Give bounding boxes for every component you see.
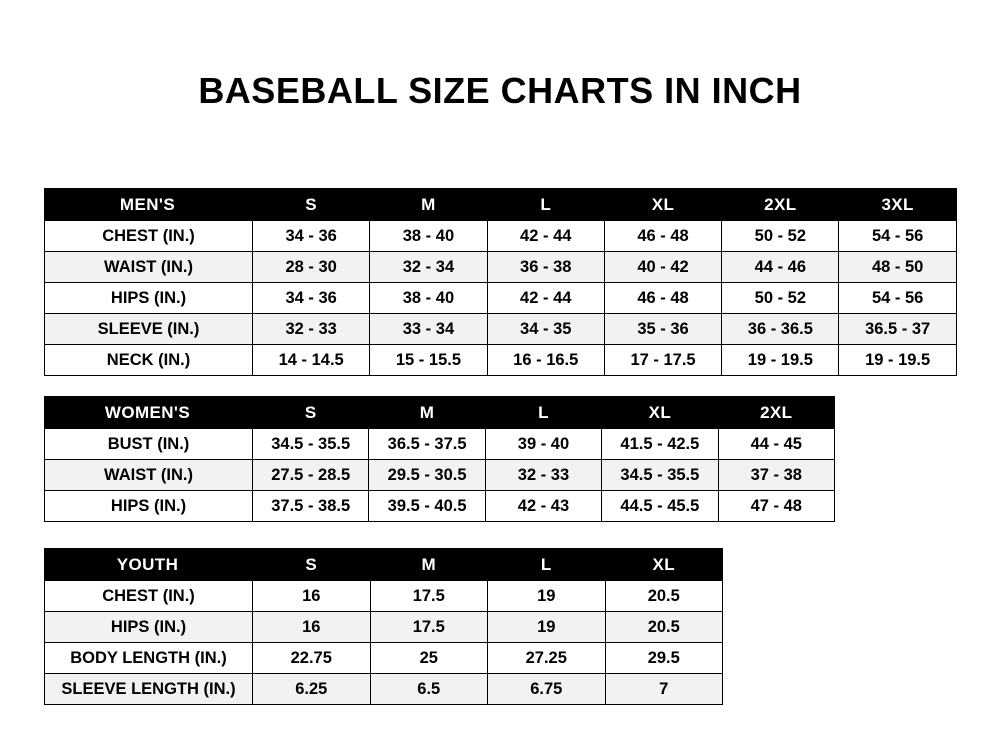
table-cell: 19 [488, 581, 606, 612]
table-row [45, 283, 957, 314]
table-header-cell: L [485, 397, 601, 429]
table-cell: 42 - 43 [485, 491, 601, 522]
table-row [45, 674, 723, 705]
table-header-cell: L [487, 189, 604, 221]
table-header-row [45, 549, 723, 581]
table-cell: 16 [253, 612, 371, 643]
table-cell: 34.5 - 35.5 [253, 429, 369, 460]
row-label: CHEST (IN.) [45, 221, 253, 252]
youth-size-table [44, 548, 723, 705]
table-header-cell: S [253, 189, 370, 221]
table-cell: 28 - 30 [253, 252, 370, 283]
table-cell: 39 - 40 [485, 429, 601, 460]
table-header-cell: M [369, 397, 485, 429]
table-cell: 15 - 15.5 [370, 345, 487, 376]
table-row [45, 429, 835, 460]
table-cell: 29.5 [605, 643, 723, 674]
table-cell: 25 [370, 643, 488, 674]
table-cell: 36 - 38 [487, 252, 604, 283]
table-cell: 19 - 19.5 [722, 345, 839, 376]
table-row [45, 221, 957, 252]
mens-size-table [44, 188, 957, 376]
table-header-row [45, 189, 957, 221]
table-cell: 27.25 [488, 643, 606, 674]
table-cell: 6.75 [488, 674, 606, 705]
table-cell: 42 - 44 [487, 221, 604, 252]
table-cell: 29.5 - 30.5 [369, 460, 485, 491]
table-cell: 27.5 - 28.5 [253, 460, 369, 491]
table-cell: 36.5 - 37 [839, 314, 956, 345]
table-header-cell: 3XL [839, 189, 956, 221]
table-cell: 44 - 45 [718, 429, 834, 460]
row-label: HIPS (IN.) [45, 612, 253, 643]
table-cell: 32 - 33 [253, 314, 370, 345]
table-cell: 34 - 36 [253, 221, 370, 252]
table-cell: 19 [488, 612, 606, 643]
table-header-cell: XL [604, 189, 721, 221]
table-cell: 19 - 19.5 [839, 345, 956, 376]
table-cell: 50 - 52 [722, 283, 839, 314]
table-header-cell: XL [605, 549, 723, 581]
table-cell: 17 - 17.5 [604, 345, 721, 376]
table-header-cell: MEN'S [45, 189, 253, 221]
table-cell: 54 - 56 [839, 283, 956, 314]
table-cell: 20.5 [605, 612, 723, 643]
table-cell: 34 - 35 [487, 314, 604, 345]
table-header-cell: S [253, 549, 371, 581]
table-cell: 38 - 40 [370, 283, 487, 314]
table-cell: 44 - 46 [722, 252, 839, 283]
table-cell: 37.5 - 38.5 [253, 491, 369, 522]
table-header-row [45, 397, 835, 429]
table-header-cell: M [370, 549, 488, 581]
table-cell: 16 [253, 581, 371, 612]
table-cell: 17.5 [370, 581, 488, 612]
table-cell: 35 - 36 [604, 314, 721, 345]
table-row [45, 460, 835, 491]
table-cell: 38 - 40 [370, 221, 487, 252]
table-cell: 16 - 16.5 [487, 345, 604, 376]
table-cell: 50 - 52 [722, 221, 839, 252]
table-cell: 39.5 - 40.5 [369, 491, 485, 522]
table-cell: 46 - 48 [604, 221, 721, 252]
table-row [45, 581, 723, 612]
table-header-cell: L [488, 549, 606, 581]
table-cell: 7 [605, 674, 723, 705]
row-label: NECK (IN.) [45, 345, 253, 376]
table-cell: 42 - 44 [487, 283, 604, 314]
row-label: HIPS (IN.) [45, 283, 253, 314]
row-label: SLEEVE (IN.) [45, 314, 253, 345]
table-header-cell: M [370, 189, 487, 221]
table-cell: 33 - 34 [370, 314, 487, 345]
row-label: BUST (IN.) [45, 429, 253, 460]
table-cell: 46 - 48 [604, 283, 721, 314]
table-header-cell: YOUTH [45, 549, 253, 581]
table-row [45, 314, 957, 345]
table-cell: 40 - 42 [604, 252, 721, 283]
table-cell: 6.25 [253, 674, 371, 705]
table-cell: 47 - 48 [718, 491, 834, 522]
table-cell: 14 - 14.5 [253, 345, 370, 376]
row-label: BODY LENGTH (IN.) [45, 643, 253, 674]
table-header-cell: 2XL [722, 189, 839, 221]
row-label: HIPS (IN.) [45, 491, 253, 522]
table-cell: 34 - 36 [253, 283, 370, 314]
table-cell: 36.5 - 37.5 [369, 429, 485, 460]
table-row [45, 612, 723, 643]
row-label: CHEST (IN.) [45, 581, 253, 612]
table-cell: 6.5 [370, 674, 488, 705]
table-cell: 37 - 38 [718, 460, 834, 491]
table-cell: 32 - 34 [370, 252, 487, 283]
table-cell: 34.5 - 35.5 [602, 460, 718, 491]
table-row [45, 252, 957, 283]
page-title: BASEBALL SIZE CHARTS IN INCH [198, 70, 802, 111]
table-header-cell: XL [602, 397, 718, 429]
table-header-cell: WOMEN'S [45, 397, 253, 429]
table-cell: 32 - 33 [485, 460, 601, 491]
row-label: SLEEVE LENGTH (IN.) [45, 674, 253, 705]
table-header-cell: S [253, 397, 369, 429]
row-label: WAIST (IN.) [45, 252, 253, 283]
table-row [45, 345, 957, 376]
womens-size-table [44, 396, 835, 522]
row-label: WAIST (IN.) [45, 460, 253, 491]
table-cell: 54 - 56 [839, 221, 956, 252]
table-cell: 22.75 [253, 643, 371, 674]
table-row [45, 491, 835, 522]
table-cell: 44.5 - 45.5 [602, 491, 718, 522]
table-cell: 20.5 [605, 581, 723, 612]
table-row [45, 643, 723, 674]
table-cell: 41.5 - 42.5 [602, 429, 718, 460]
table-header-cell: 2XL [718, 397, 834, 429]
table-cell: 36 - 36.5 [722, 314, 839, 345]
table-cell: 17.5 [370, 612, 488, 643]
table-cell: 48 - 50 [839, 252, 956, 283]
